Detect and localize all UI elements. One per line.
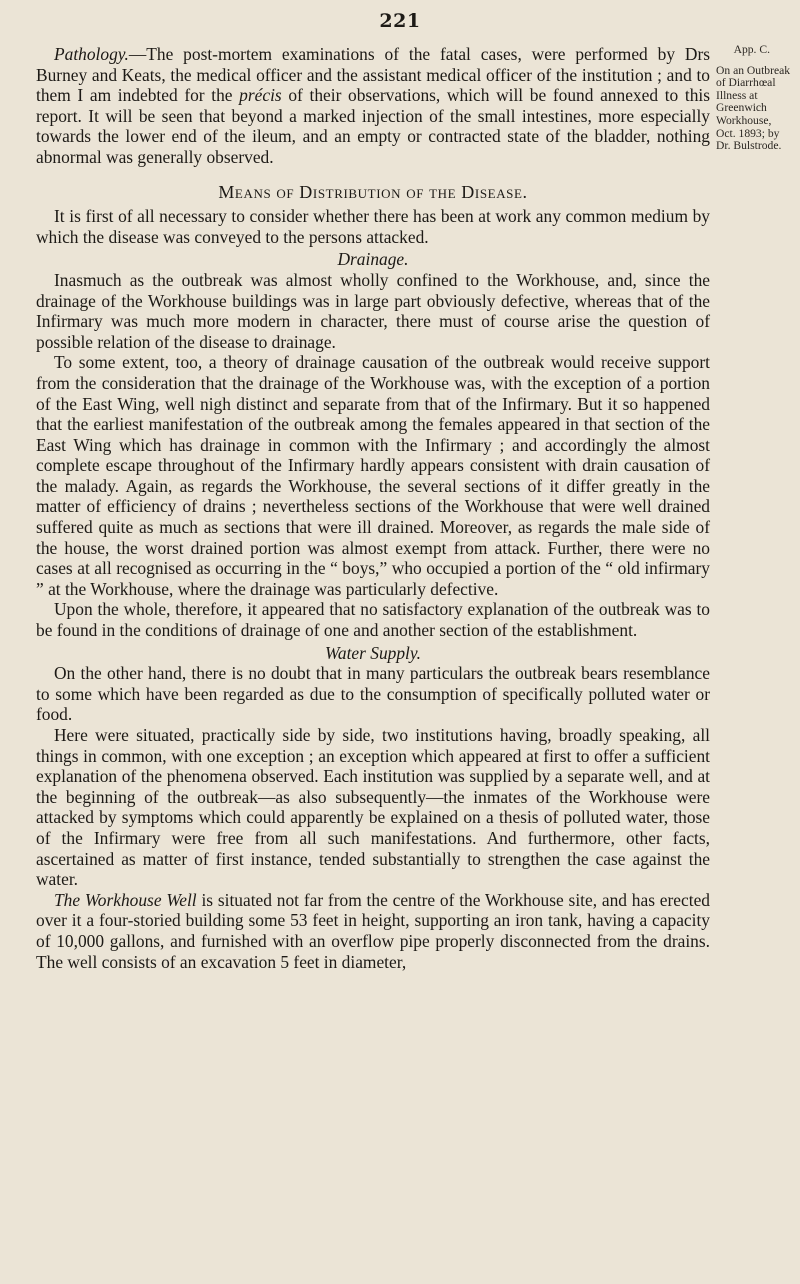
drainage-paragraph-2: To some extent, too, a theory of drainage causation of the outbreak would receive support from the consideration that the drainage of the Workhouse was, with the exception of a portion of the East Wing, well nigh distinct and separate from that of the Infirmary. But it so happened that the earliest manifestation of the outbreak among the females appeared in that section of the East Wing which has drainage in common with the Infirmary ; and accordingly the almost complete escape throughout of the Infirmary hardly appears consistent with drain causation of the malady. Again, as regards the Workhouse, the several sections of it differ greatly in the matter of efficiency of drains ; nevertheless sections of the Workhouse that were well drained suffered quite as much as sections that were ill drained. Moreover, as regards the male side of the house, the worst drained portion was almost exempt from attack. Further, there were no cases at all recognised as occurring in the “ boys,” who occupied a portion of the “ old infirmary ” at the Workhouse, where the drainage was particularly defective. <box>36 352 710 599</box>
drainage-heading: Drainage. <box>337 249 409 270</box>
margin-note-line: Greenwich <box>716 101 767 115</box>
pathology-text-b: of their observations, which will be found annexed to this report. It will be seen that beyond a marked injection of the small intestines, more especially towards the lower end of the ileum, and an empty or contracted state of the bladder, nothing abnormal was generally observed. <box>36 85 710 167</box>
margin-note-line: Workhouse, <box>716 113 772 127</box>
margin-note <box>716 44 800 153</box>
water-supply-heading: Water Supply. <box>325 642 421 663</box>
margin-note-line: On an Outbreak <box>716 63 791 77</box>
pathology-label: Pathology. <box>54 44 129 64</box>
water-paragraph-1: On the other hand, there is no doubt that in many particulars the outbreak bears resemblance to some which have been regarded as due to the consumption of specifically polluted water or food. <box>36 663 710 725</box>
water-paragraph-3 <box>36 890 710 972</box>
drainage-paragraph-3: Upon the whole, therefore, it appeared that no satisfactory explanation of the outbreak was to be found in the conditions of drainage of one and another section of the establishment. <box>36 599 710 641</box>
workhouse-well-text: is situated not far from the centre of the Workhouse site, and has erected over it a four-storied building some 53 feet in height, supporting an iron tank, having a capacity of 10,000 gallons, and furnished with an overflow pipe properly disconnected from the drains. The well consists of an excavation 5 feet in diameter, <box>36 889 710 972</box>
margin-note-line: Oct. 1893; by <box>716 126 780 140</box>
main-text <box>36 44 710 972</box>
precis-word: précis <box>239 85 282 106</box>
workhouse-well-label: The Workhouse Well <box>54 889 197 910</box>
page-number: 221 <box>379 10 421 32</box>
appendix-reference: App. C. <box>733 43 770 56</box>
water-paragraph-2: Here were situated, practically side by side, two institutions having, broadly speaking, all things in common, with one exception ; an exception which appeared at first to offer a sufficient explanation of the phenomena observed. Each institution was supplied by a separate well, and at the beginning of the outbreak—as also subsequently—the inmates of the Workhouse were attacked by symptoms which could apparently be explained on a thesis of polluted water, those of the Infirmary were free from all such manifestations. And furthermore, other facts, ascertained as matter of first instance, tended substantially to strengthen the case against the water. <box>36 725 710 890</box>
margin-note-line: of Diarrhœal <box>716 76 776 90</box>
means-intro-paragraph: It is first of all necessary to consider whether there has been at work any common medium by which the disease was conveyed to the persons attacked. <box>36 206 710 247</box>
margin-note-line: Dr. Bulstrode. <box>716 139 782 153</box>
means-heading: Means of Distribution of the Disease. <box>218 181 528 202</box>
margin-note-line: Illness at <box>716 88 758 102</box>
pathology-paragraph <box>36 44 710 168</box>
pathology-text-a: —The post-mortem examinations of the fatal cases, were performed by Drs Burney and Keats, the medical officer and the assistant medical officer of the institution ; and to them I am indebted for the <box>36 44 710 106</box>
drainage-paragraph-1: Inasmuch as the outbreak was almost wholly confined to the Workhouse, and, since the drainage of the Workhouse buildings was in large part obviously defective, whereas that of the Infirmary was much more modern in character, there must of course arise the question of possible relation of the disease to drainage. <box>36 269 710 352</box>
